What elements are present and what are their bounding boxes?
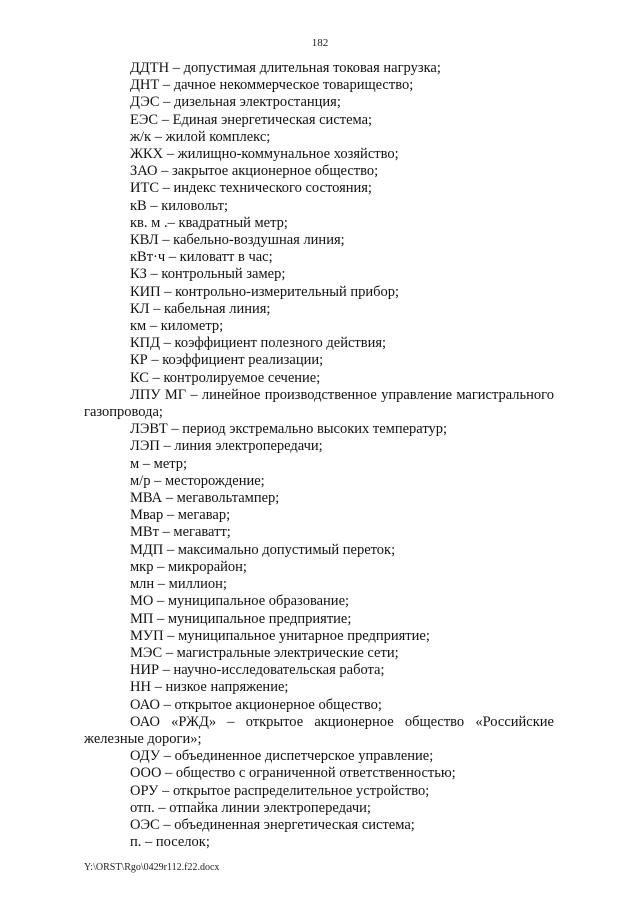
abbreviation-entry: ОДУ – объединенное диспетчерское управление; — [130, 748, 434, 765]
abbreviation-entry: КПД – коэффициент полезного действия; — [130, 335, 387, 352]
abbreviation-entry: ЛПУ МГ – линейное производственное управление магистрального газопровода; — [84, 386, 554, 421]
abbreviation-entry: ООО – общество с ограниченной ответственностью; — [130, 765, 456, 782]
abbreviation-entry: МЭС – магистральные электрические сети; — [130, 644, 399, 661]
abbreviation-entry: ДЭС – дизельная электростанция; — [130, 94, 341, 111]
abbreviation-entry: МВА – мегавольтампер; — [130, 490, 280, 507]
abbreviation-entry: п. – поселок; — [130, 834, 210, 851]
abbreviation-entry: отп. – отпайка линии электропередачи; — [130, 799, 371, 816]
abbreviation-entry: м – метр; — [130, 455, 188, 472]
page-number: 182 — [311, 37, 329, 49]
abbreviation-entry: МВт – мегаватт; — [130, 524, 231, 541]
abbreviation-entry: КР – коэффициент реализации; — [130, 352, 324, 369]
footer-file-path: Y:\ORST\Rgo\0429r112.f22.docx — [84, 862, 220, 873]
abbreviation-entry: Мвар – мегавар; — [130, 507, 231, 524]
abbreviation-entry: КЗ – контрольный замер; — [130, 266, 286, 283]
abbreviation-entry: КЛ – кабельная линия; — [130, 300, 271, 317]
abbreviation-entry: кВт·ч – киловатт в час; — [130, 249, 273, 266]
abbreviation-entry: кв. м .– квадратный метр; — [130, 214, 288, 231]
abbreviation-entry: км – километр; — [130, 318, 224, 335]
abbreviation-entry: млн – миллион; — [130, 576, 227, 593]
abbreviation-entry: НИР – научно-исследовательская работа; — [130, 662, 385, 679]
abbreviation-entry: НН – низкое напряжение; — [130, 679, 289, 696]
abbreviation-entry: МДП – максимально допустимый переток; — [130, 541, 396, 558]
abbreviation-entry: ОАО – открытое акционерное общество; — [130, 696, 382, 713]
abbreviation-entry: ОАО «РЖД» – открытое акционерное общество «Российские железные дороги»; — [84, 713, 554, 747]
abbreviation-entry: ЕЭС – Единая энергетическая система; — [130, 111, 373, 128]
abbreviation-entry: м/р – месторождение; — [130, 472, 265, 489]
abbreviation-entry: ДДТН – допустимая длительная токовая нагрузка; — [130, 60, 441, 76]
abbreviation-entry: ДНТ – дачное некоммерческое товарищество; — [130, 77, 414, 94]
abbreviation-entry: ЗАО – закрытое акционерное общество; — [130, 163, 379, 180]
abbreviation-list — [84, 60, 554, 851]
abbreviation-entry: МО – муниципальное образование; — [130, 593, 350, 610]
abbreviation-entry: мкр – микрорайон; — [130, 558, 247, 575]
abbreviation-entry: МУП – муниципальное унитарное предприятие; — [130, 627, 430, 644]
abbreviation-entry: ЖКХ – жилищно-коммунальное хозяйство; — [130, 146, 399, 163]
abbreviation-entry: ОЭС – объединенная энергетическая система; — [130, 816, 415, 833]
abbreviation-entry: КС – контролируемое сечение; — [130, 369, 321, 386]
abbreviation-entry: ЛЭВТ – период экстремально высоких температур; — [130, 421, 448, 438]
abbreviation-entry: ИТС – индекс технического состояния; — [130, 180, 372, 197]
abbreviation-entry: ж/к – жилой комплекс; — [130, 128, 271, 145]
abbreviation-entry: ЛЭП – линия электропередачи; — [130, 438, 323, 455]
abbreviation-entry: ОРУ – открытое распределительное устройство; — [130, 782, 430, 799]
abbreviation-entry: кВ – киловольт; — [130, 197, 228, 214]
abbreviation-entry: КВЛ – кабельно-воздушная линия; — [130, 232, 345, 249]
abbreviation-entry: МП – муниципальное предприятие; — [130, 610, 352, 627]
abbreviation-entry: КИП – контрольно-измерительный прибор; — [130, 283, 400, 300]
